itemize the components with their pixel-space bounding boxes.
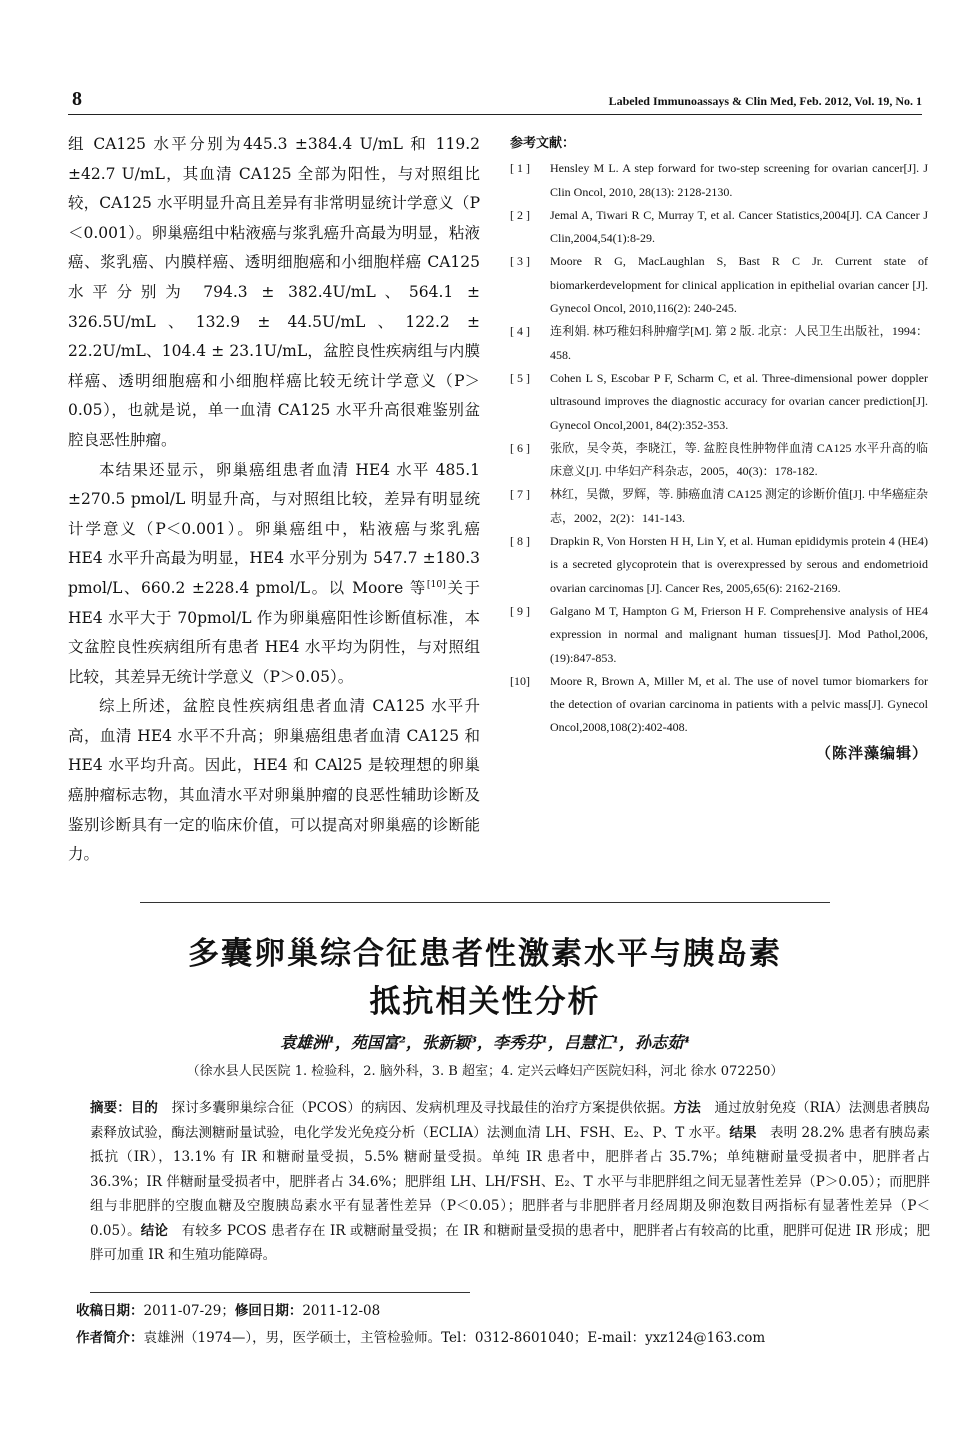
article-title-line-1: 多囊卵巢综合征患者性激素水平与胰岛素 — [188, 936, 782, 972]
references-title: 参考文献： — [510, 136, 576, 151]
revised-label: 修回日期： — [234, 1303, 303, 1319]
reference-number: [ 9 ] — [510, 603, 530, 618]
reference-item — [510, 670, 928, 740]
article-title-line-2: 抵抗相关性分析 — [369, 984, 601, 1020]
result-label: 结果 — [729, 1124, 757, 1141]
editor-note: （陈泮藻编辑） — [815, 743, 928, 762]
reference-item — [510, 250, 928, 320]
reference-text: Galgano M T, Hampton G M, Frierson H F. Comprehensive analysis of HE4 expression in normal and malignant human tissues[J]. Mod Pathol,2006,(19):847-853. — [550, 603, 928, 665]
article-authors: 袁雄洲¹，苑国富²，张新颖³，李秀芬¹，吕慧汇¹，孙志茹⁴ — [279, 1033, 691, 1052]
left-paragraph-3: 综上所述，盆腔良性疾病组患者血清 CA125 水平升高，血清 HE4 水平不升高；卵巢癌组患者血清 CA125 和 HE4 水平均升高。因此，HE4 和 CAl25 是较理想的卵巢癌肿瘤标志物，其血清水平对卵巢肿瘤的良恶性辅助诊断及鉴别诊断具有一定的临床价值，可以提高对卵巢癌的诊断能力。 — [68, 697, 480, 864]
conclusion-text: 有较多 PCOS 患者存在 IR 或糖耐量受损；在 IR 和糖耐量受损的患者中，肥胖者占有较高的比重，肥胖可促进 IR 形成；肥胖可加重 IR 和生殖功能障碍。 — [90, 1222, 931, 1263]
article-title — [0, 930, 970, 1026]
conclusion-label: 结论 — [140, 1222, 168, 1239]
reference-item — [510, 483, 928, 530]
result-text: 表明 28.2% 患者有胰岛素抵抗（IR），13.1% 有 IR 和糖耐量受损，5.5% 糖耐量受损。单纯 IR 患者中，肥胖者占 35.7%；单纯糖耐量受损者中，肥胖者占 36.3%；IR 伴糖耐量受损者中，肥胖者占 34.6%；肥胖组 LH、LH/FSH、E₂、T 水平与非肥胖组之间无显著性差异（P＞0.05）；而肥胖组与非肥胖的空腹血糖及空腹胰岛素水平有显著性差异（P＜0.05）；肥胖者与非肥胖者月经周期及卵泡数目两指标有显著性差异（P＜0.05）。 — [90, 1124, 931, 1239]
left-column — [68, 130, 480, 870]
reference-text: Cohen L S, Escobar P F, Scharm C, et al. Three-dimensional power doppler ultrasound improves the diagnostic accuracy for ovarian cancer prediction[J]. Gynecol Oncol,2001, 84(2):352-353. — [550, 370, 928, 432]
objective-label: 目的 — [130, 1100, 158, 1116]
abstract — [90, 1096, 930, 1268]
citation-10: [10] — [426, 578, 446, 590]
received-label: 收稿日期： — [76, 1303, 144, 1319]
reference-item — [510, 204, 928, 251]
received-date: 2011-07-29； — [143, 1303, 235, 1319]
reference-text: Moore R, Brown A, Miller M, et al. The use of novel tumor biomarkers for the detection of ovarian carcinoma in patients with a pelvic mass[J]. Gynecol Oncol,2008,108(2):402-408. — [550, 673, 928, 735]
bio-label: 作者简介： — [76, 1330, 144, 1346]
author-bio-line — [76, 1325, 765, 1352]
header-rule — [68, 114, 922, 115]
reference-text: Drapkin R, Von Horsten H H, Lin Y, et al. Human epididymis protein 4 (HE4) is a secreted glycoprotein that is overexpressed by serous and endometrioid ovarian carcinomas [J]. Cancer Res, 2005,65(6): 2162-2169. — [550, 534, 928, 595]
left-paragraph-2b: 关于 HE4 水平大于 70pmol/L 作为卵巢癌阳性诊断值标准，本文盆腔良性疾病组所有患者 HE4 水平均为阴性，与对照组比较，其差异无统计学意义（P＞0.05）。 — [68, 578, 480, 686]
revised-date: 2011-12-08 — [302, 1303, 381, 1319]
reference-number: [ 2 ] — [510, 207, 530, 222]
left-paragraph-2 — [68, 456, 480, 693]
reference-text: 林红，吴微，罗辉，等. 肺癌血清 CA125 测定的诊断价值[J]. 中华癌症杂志，2002，2(2)：141-143. — [550, 487, 928, 525]
references-column — [510, 132, 928, 765]
reference-text: 连利娟. 林巧稚妇科肿瘤学[M]. 第 2 版. 北京：人民卫生出版社，1994：458. — [550, 324, 928, 362]
method-text: 通过放射免疫（RIA）法测患者胰岛素释放试验，酶法测糖耐量试验，电化学发光免疫分析（ECLIA）法测血清 LH、FSH、E₂、P、T 水平。 — [90, 1100, 931, 1141]
reference-item — [510, 320, 928, 367]
reference-number: [ 8 ] — [510, 534, 530, 549]
left-paragraph-1: 组 CA125 水平分别为445.3 ±384.4 U/mL 和 119.2 ±42.7 U/mL，其血清 CA125 全部为阳性，与对照组比较，CA125 水平明显升高且差异有非常明显统计学意义（P＜0.001）。卵巢癌组中粘液癌与浆乳癌升高最为明显，粘液癌、浆乳癌、内膜样癌、透明细胞癌和小细胞样癌 CA125 水平分别为 794.3 ± 382.4U/mL、564.1 ± 326.5U/mL、132.9 ± 44.5U/mL、122.2 ± 22.2U/mL、104.4 ± 23.1U/mL，盆腔良性疾病组与内膜样癌、透明细胞癌和小细胞样癌比较无统计学意义（P＞0.05），也就是说，单一血清 CA125 水平升高很难鉴别盆腔良恶性肿瘤。 — [68, 135, 480, 449]
bio-text: 袁雄洲（1974—），男，医学硕士，主管检验师。Tel：0312-8601040；E-mail：yxz124@163.com — [143, 1330, 766, 1346]
reference-number: [ 4 ] — [510, 324, 530, 339]
reference-item — [510, 367, 928, 437]
page-number: 8 — [72, 88, 82, 110]
reference-item — [510, 600, 928, 670]
reference-text: Hensley M L. A step forward for two-step screening for ovarian cancer[J]. J Clin Oncol, 2010, 28(13): 2128-2130. — [550, 161, 928, 199]
reference-number: [10] — [510, 673, 530, 688]
reference-item — [510, 437, 928, 484]
reference-number: [ 6 ] — [510, 440, 530, 455]
reference-number: [ 5 ] — [510, 370, 530, 385]
method-label: 方法 — [673, 1100, 701, 1116]
footnote-rule — [90, 1292, 470, 1293]
reference-text: Moore R G, MacLaughlan S, Bast R C Jr. Current state of biomarkerdevelopment for clinical application in epithelial ovarian cancer [J]. Gynecol Oncol, 2010,116(2): 240-245. — [550, 254, 928, 316]
reference-number: [ 3 ] — [510, 254, 530, 269]
abstract-label: 摘要： — [90, 1100, 131, 1116]
section-divider — [140, 902, 830, 903]
journal-header: Labeled Immunoassays & Clin Med, Feb. 2012, Vol. 19, No. 1 — [608, 94, 922, 108]
reference-number: [ 1 ] — [510, 161, 530, 176]
reference-number: [ 7 ] — [510, 487, 530, 502]
article-affiliation: （徐水县人民医院 1. 检验科，2. 脑外科，3. B 超室；4. 定兴云峰妇产医院妇科，河北 徐水 072250） — [186, 1064, 784, 1079]
reference-item — [510, 530, 928, 600]
dates-line — [76, 1298, 765, 1325]
objective-text: 探讨多囊卵巢综合征（PCOS）的病因、发病机理及寻找最佳的治疗方案提供依据。 — [171, 1100, 674, 1116]
footnotes — [76, 1298, 765, 1352]
reference-item — [510, 157, 928, 204]
reference-text: Jemal A, Tiwari R C, Murray T, et al. Cancer Statistics,2004[J]. CA Cancer J Clin,2004,54(1):8-29. — [550, 207, 928, 246]
left-paragraph-2a: 本结果还显示，卵巢癌组患者血清 HE4 水平 485.1 ±270.5 pmol/L 明显升高，与对照组比较，差异有明显统计学意义（P＜0.001）。卵巢癌组中，粘液癌与浆乳癌 HE4 水平升高最为明显，HE4 水平分别为 547.7 ±180.3 pmol/L、660.2 ±228.4 pmol/L。以 Moore 等 — [68, 460, 480, 597]
reference-text: 张欣，吴令英，李晓江，等. 盆腔良性肿物伴血清 CA125 水平升高的临床意义[J]. 中华妇产科杂志，2005，40(3)：178-182. — [550, 440, 928, 479]
